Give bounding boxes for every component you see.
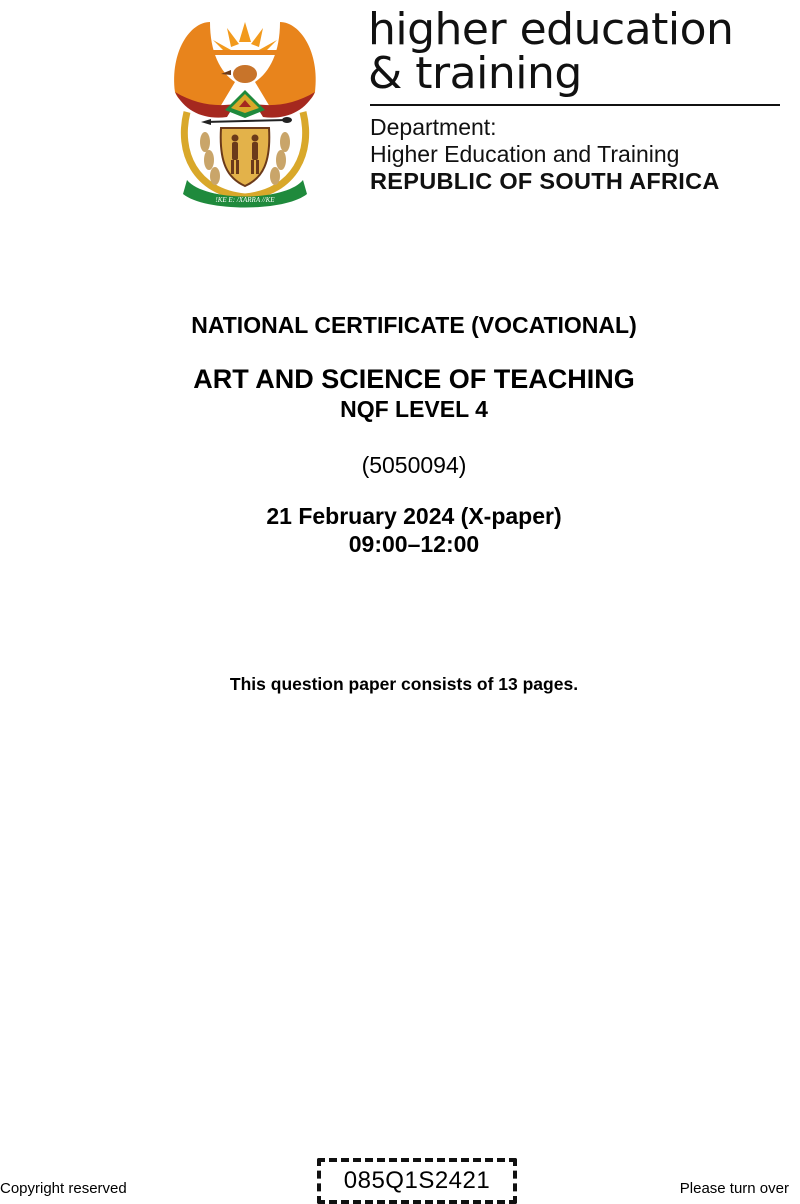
copyright-note: Copyright reserved	[0, 1180, 127, 1197]
turn-over-note: Please turn over	[679, 1180, 789, 1197]
coat-of-arms-logo	[165, 12, 325, 212]
department-label: Department:	[370, 114, 497, 140]
page-count-note: This question paper consists of 13 pages.	[229, 674, 579, 694]
brand-line-1: higher education	[368, 4, 734, 55]
paper-code-box	[317, 1158, 517, 1204]
brand-divider	[370, 104, 780, 106]
department-name: Higher Education and Training	[370, 141, 680, 167]
subject-code: (5050094)	[361, 452, 467, 478]
nqf-level: NQF LEVEL 4	[340, 396, 488, 422]
department-block	[370, 114, 720, 195]
country-name: REPUBLIC OF SOUTH AFRICA	[370, 168, 720, 194]
brand-line-2: & training	[368, 48, 582, 99]
certificate-title: NATIONAL CERTIFICATE (VOCATIONAL)	[191, 312, 637, 338]
subject-title: ART AND SCIENCE OF TEACHING	[193, 364, 635, 394]
paper-code: 085Q1S2421	[343, 1167, 491, 1194]
coat-of-arms-icon	[165, 12, 325, 212]
exam-date: 21 February 2024 (X-paper)	[266, 503, 562, 529]
svg-text:!KE E: /XARRA //KE: !KE E: /XARRA //KE	[215, 196, 275, 204]
exam-time: 09:00–12:00	[348, 531, 480, 557]
brand-wordmark	[368, 4, 734, 99]
